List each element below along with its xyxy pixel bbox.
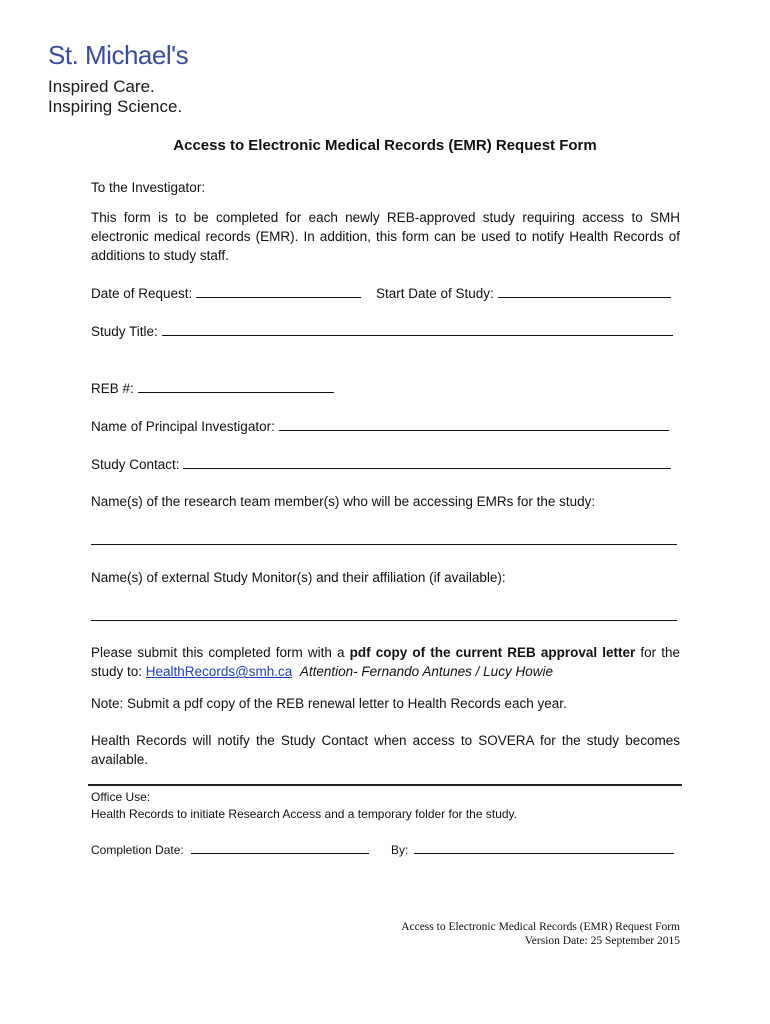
reb-input[interactable] [138,379,334,393]
pi-label: Name of Principal Investigator: [91,419,275,434]
start-date-row [376,284,671,301]
reb-row [91,379,334,396]
logo-tagline-2: Inspiring Science. [48,97,183,116]
submit-instructions [91,643,680,681]
office-use-divider [88,784,682,786]
logo-name: St. Michael's [48,40,189,70]
team-members-label: Name(s) of the research team member(s) who will be accessing EMRs for the study: [91,494,596,509]
submit-prefix: Please submit this completed form with a [91,645,350,660]
footer-form-name: Access to Electronic Medical Records (EMR) Request Form [401,921,680,933]
submit-bold: pdf copy of the current REB approval letter [349,645,636,660]
office-use-text: Health Records to initiate Research Access and a temporary folder for the study. [91,807,517,821]
logo-tagline-1: Inspired Care. [48,77,155,96]
monitors-input[interactable] [91,620,677,621]
start-date-input[interactable] [498,284,671,298]
date-of-request-label: Date of Request: [91,286,193,301]
study-contact-row [91,455,671,472]
date-of-request-input[interactable] [196,284,361,298]
submit-suffix: for the study to: [91,645,680,679]
pi-row [91,417,669,434]
intro-paragraph: This form is to be completed for each newly REB-approved study requiring access to SMH electronic medical records (EMR). In addition, this form can be used to notify Health Records of additions to study staff. [91,210,680,263]
team-members-input[interactable] [91,544,677,545]
study-title-label: Study Title: [91,324,158,339]
monitors-label: Name(s) of external Study Monitor(s) and their affiliation (if available): [91,570,506,585]
completion-date-input[interactable] [191,842,369,854]
notify-text: Health Records will notify the Study Contact when access to SOVERA for the study becomes available. [91,733,680,767]
by-label: By: [391,843,409,857]
salutation: To the Investigator: [91,180,206,195]
office-use-heading: Office Use: [91,790,151,804]
by-row [391,842,674,857]
footer-version-date: Version Date: 25 September 2015 [524,935,680,947]
by-input[interactable] [414,842,674,854]
completion-date-label: Completion Date: [91,843,184,857]
reb-label: REB #: [91,381,134,396]
attention-text: Attention- Fernando Antunes / Lucy Howie [299,664,553,679]
completion-date-row [91,842,369,857]
study-title-row [91,322,673,339]
pi-input[interactable] [279,417,669,431]
email-link[interactable]: HealthRecords@smh.ca [145,664,293,679]
study-contact-input[interactable] [183,455,671,469]
start-date-label: Start Date of Study: [376,286,494,301]
footer [401,920,680,948]
study-contact-label: Study Contact: [91,457,180,472]
study-title-input[interactable] [162,322,673,336]
date-of-request-row [91,284,361,301]
form-title: Access to Electronic Medical Records (EMR) Request Form [173,137,597,154]
note-text: Note: Submit a pdf copy of the REB renewal letter to Health Records each year. [91,696,567,711]
